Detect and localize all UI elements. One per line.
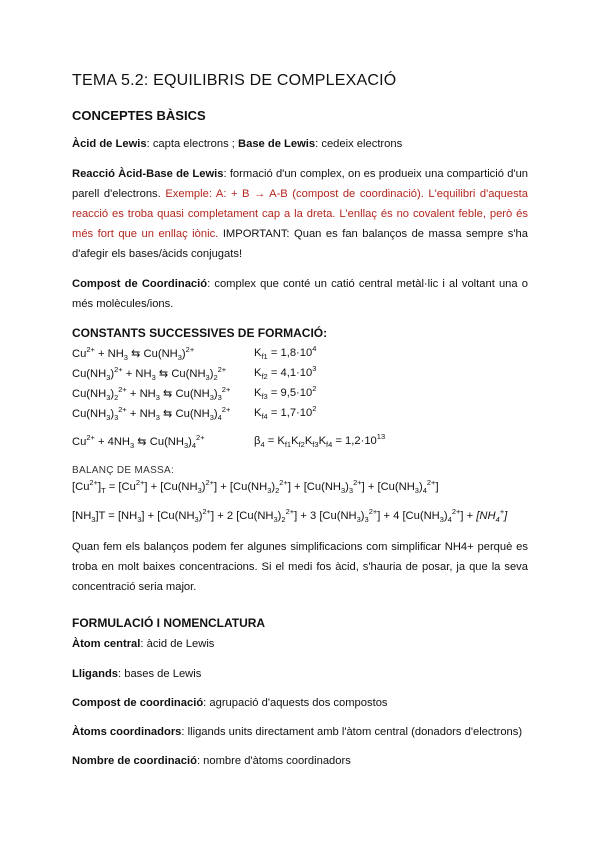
compound-label: Compost de Coordinació <box>72 278 208 290</box>
section-heading-nomenclature: FORMULACIÓ I NOMENCLATURA <box>72 616 266 630</box>
lewis-acid-base-definition <box>72 134 528 154</box>
lewis-acid-label: Àcid de Lewis <box>72 138 147 150</box>
lewis-reaction-paragraph <box>72 164 528 264</box>
reaction-label: Reacció Àcid-Base de Lewis <box>72 168 224 180</box>
equilibrium-equation-4: $Cu(NH_3)_3^{2+} + NH_3$ ⇆ $Cu(NH_3)_4^{2+}$ <box>72 405 231 422</box>
nomenclature-item-ligands: Lligands: bases de Lewis <box>72 668 202 680</box>
section-heading-constants: CONSTANTS SUCCESSIVES DE FORMACIÓ: <box>72 326 328 340</box>
equilibrium-row-global <box>72 432 528 453</box>
reaction-example: Exemple: A: + B → A-B (compost de coordinació). L'equilibri d'aquesta reacció es troba quasi completament cap a la dreta. L'enllaç és no covalent feble, però és més fort que un enllaç iònic. <box>72 188 529 240</box>
section-heading-basics: CONCEPTES BÀSICS <box>72 108 206 123</box>
reaction-text: : formació d'un complex, on es produeix una compartició d'un parell d'electrons. <box>72 168 529 200</box>
mass-balance-explanation: Quan fem els balanços podem fer algunes simplificacions com simplificar NH4+ perquè es troba en molt baixes concentracions. Si el medi fos àcid, s'hauria de posar, ja que la seva concentració seria major. <box>72 541 528 593</box>
nomenclature-item-coordination-compound: Compost de coordinació: agrupació d'aquests dos compostos <box>72 697 388 709</box>
constant-k4: $K_{f4} = 1,7\cdot 10^2$ <box>254 404 317 421</box>
equilibrium-row-4 <box>72 404 528 425</box>
reaction-important: IMPORTANT: Quan es fan balanços de massa sempre s'ha d'afegir els bases/àcids conjugats! <box>72 228 528 260</box>
nomenclature-item-central-atom: Àtom central: àcid de Lewis <box>72 638 215 650</box>
mass-balance-label: BALANÇ DE MASSA: <box>72 465 175 476</box>
coordination-compound-paragraph <box>72 274 528 314</box>
constant-k1: $K_{f1} = 1,8\cdot 10^4$ <box>254 344 317 361</box>
lewis-acid-text: : capta electrons ; <box>146 138 235 150</box>
equilibrium-row-1 <box>72 344 528 365</box>
equilibrium-equation-1: $Cu^{2+} + NH_3$ ⇆ $Cu(NH_3)^{2+}$ <box>72 345 195 362</box>
lewis-base-label: Base de Lewis <box>238 138 316 150</box>
constant-k2: $K_{f2} = 4,1\cdot 10^3$ <box>254 364 317 381</box>
equilibrium-equation-2: $Cu(NH_3)^{2+} + NH_3$ ⇆ $Cu(NH_3)_2^{2+}$ <box>72 365 227 382</box>
nomenclature-item-coordination-number: Nombre de coordinació: nombre d'àtoms coordinadors <box>72 755 351 767</box>
mass-balance-copper: $[Cu^{2+}]_T = [Cu^{2+}] + [Cu(NH_3)^{2+}] + [Cu(NH_3)_2^{2+}] + [Cu(NH_3)_3^{2+}] + [Cu(NH_3)_4^{2+}]$ <box>72 478 439 495</box>
equilibrium-equation-3: $Cu(NH_3)_2^{2+} + NH_3$ ⇆ $Cu(NH_3)_3^{2+}$ <box>72 385 231 402</box>
equilibrium-row-2 <box>72 364 528 385</box>
global-equation: $Cu^{2+} + 4NH_3$ ⇆ $Cu(NH_3)_4^{2+}$ <box>72 433 205 450</box>
constant-k3: $K_{f3} = 9,5\cdot 10^2$ <box>254 384 317 401</box>
equilibrium-row-3 <box>72 384 528 405</box>
page-title: TEMA 5.2: EQUILIBRIS DE COMPLEXACIÓ <box>72 72 397 89</box>
mass-balance-ammonia: $[NH_3]T = [NH_3] + [Cu(NH_3)^{2+}] + 2$ $[Cu(NH_3)_2^{2+}] + 3$ $[Cu(NH_3)_3^{2+}] + 4$ $[Cu(NH_3)_4^{2+}] + [NH_4^+]$ <box>72 507 508 524</box>
nomenclature-item-coordinating-atoms: Àtoms coordinadors: lligands units directament amb l'àtom central (donadors d'electrons) <box>72 726 523 738</box>
lewis-base-text: : cedeix electrons <box>315 138 403 150</box>
constant-beta4: $\beta_4 = K_{f1}K_{f2}K_{f3}K_{f4} = 1,2\cdot 10^{13}$ <box>254 432 386 449</box>
compound-text: : complex que conté un catió central metàl·lic i al voltant una o més molècules/ions. <box>72 278 528 310</box>
